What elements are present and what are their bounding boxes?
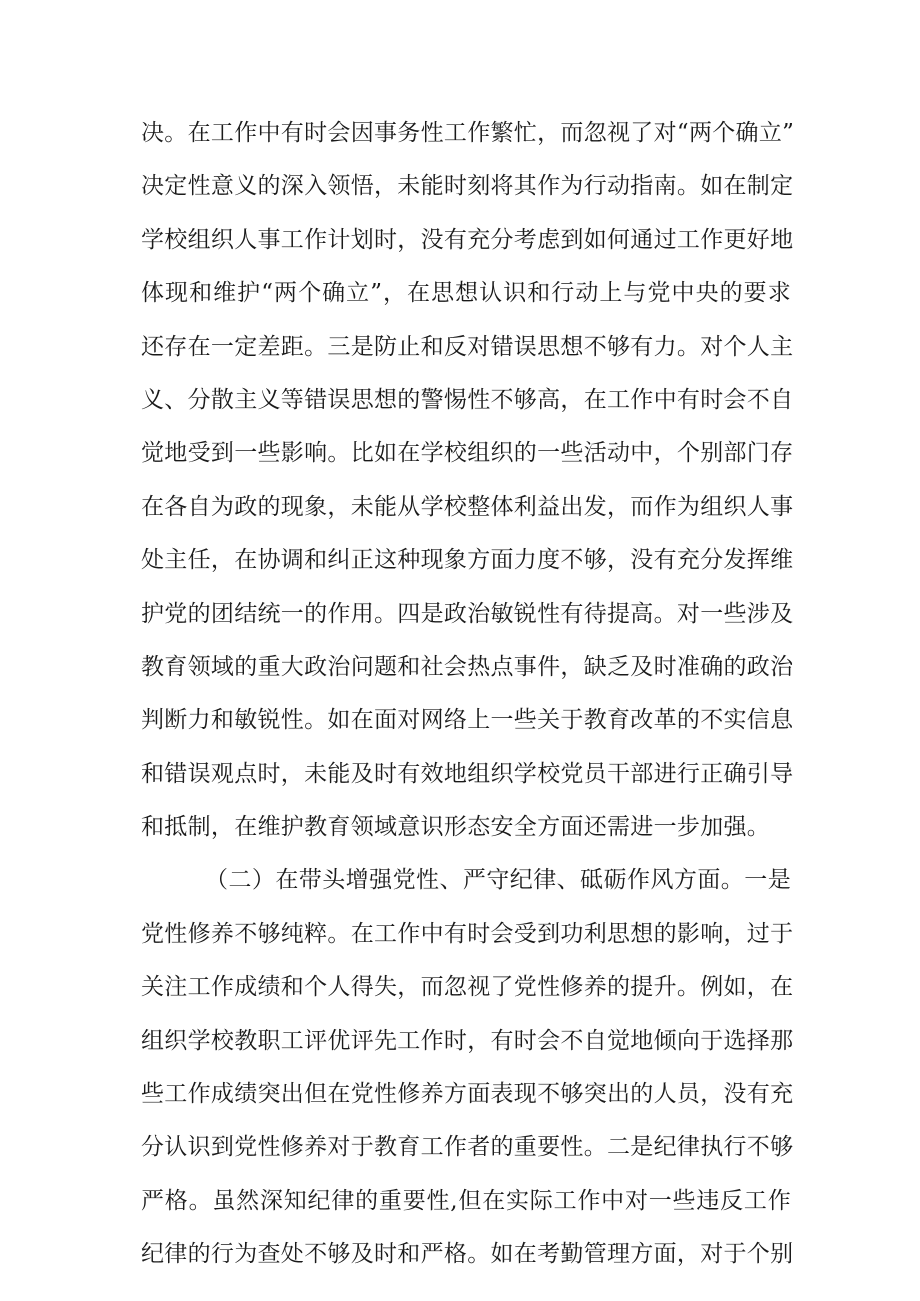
text-line: 些工作成绩突出但在党性修养方面表现不够突出的人员，没有充: [141, 1081, 794, 1108]
text-line: 还存在一定差距。三是防止和反对错误思想不够有力。对个人主: [141, 333, 794, 360]
text-line: 分认识到党性修养对于教育工作者的重要性。二是纪律执行不够: [141, 1134, 794, 1161]
text-line: 教育领域的重大政治问题和社会热点事件，缺乏及时准确的政治: [141, 653, 794, 680]
text-line: 严格。虽然深知纪律的重要性,但在实际工作中对一些违反工作: [141, 1187, 791, 1214]
text-line: 和抵制，在维护教育领域意识形态安全方面还需进一步加强。: [141, 814, 771, 841]
text-line: 决。在工作中有时会因事务性工作繁忙，而忽视了对“两个确立”: [141, 120, 795, 146]
text-line: 关注工作成绩和个人得失，而忽视了党性修养的提升。例如，在: [141, 974, 794, 1001]
text-line: 护党的团结统一的作用。四是政治敏锐性有待提高。对一些涉及: [141, 600, 794, 627]
text-line: 和错误观点时，未能及时有效地组织学校党员干部进行正确引导: [141, 760, 794, 787]
text-line: 觉地受到一些影响。比如在学校组织的一些活动中，个别部门存: [141, 440, 794, 467]
text-line: 纪律的行为查处不够及时和严格。如在考勤管理方面，对于个别: [141, 1241, 794, 1268]
text-line: 学校组织人事工作计划时，没有充分考虑到如何通过工作更好地: [141, 226, 794, 253]
text-line: 党性修养不够纯粹。在工作中有时会受到功利思想的影响，过于: [141, 920, 794, 947]
text-line: 处主任，在协调和纠正这种现象方面力度不够，没有充分发挥维: [141, 547, 794, 574]
text-line: 在各自为政的现象，未能从学校整体利益出发，而作为组织人事: [141, 493, 794, 520]
section-heading-line: （二）在带头增强党性、严守纪律、砥砺作风方面。一是: [205, 867, 791, 894]
text-line: 体现和维护“两个确立”，在思想认识和行动上与党中央的要求: [141, 280, 791, 307]
text-line: 决定性意义的深入领悟，未能时刻将其作为行动指南。如在制定: [141, 173, 794, 200]
text-line: 判断力和敏锐性。如在面对网络上一些关于教育改革的不实信息: [141, 707, 794, 734]
body-text: [141, 107, 795, 1282]
text-line: 组织学校教职工评优评先工作时，有时会不自觉地倾向于选择那: [141, 1027, 794, 1054]
text-line: 义、分散主义等错误思想的警惕性不够高，在工作中有时会不自: [141, 386, 794, 413]
